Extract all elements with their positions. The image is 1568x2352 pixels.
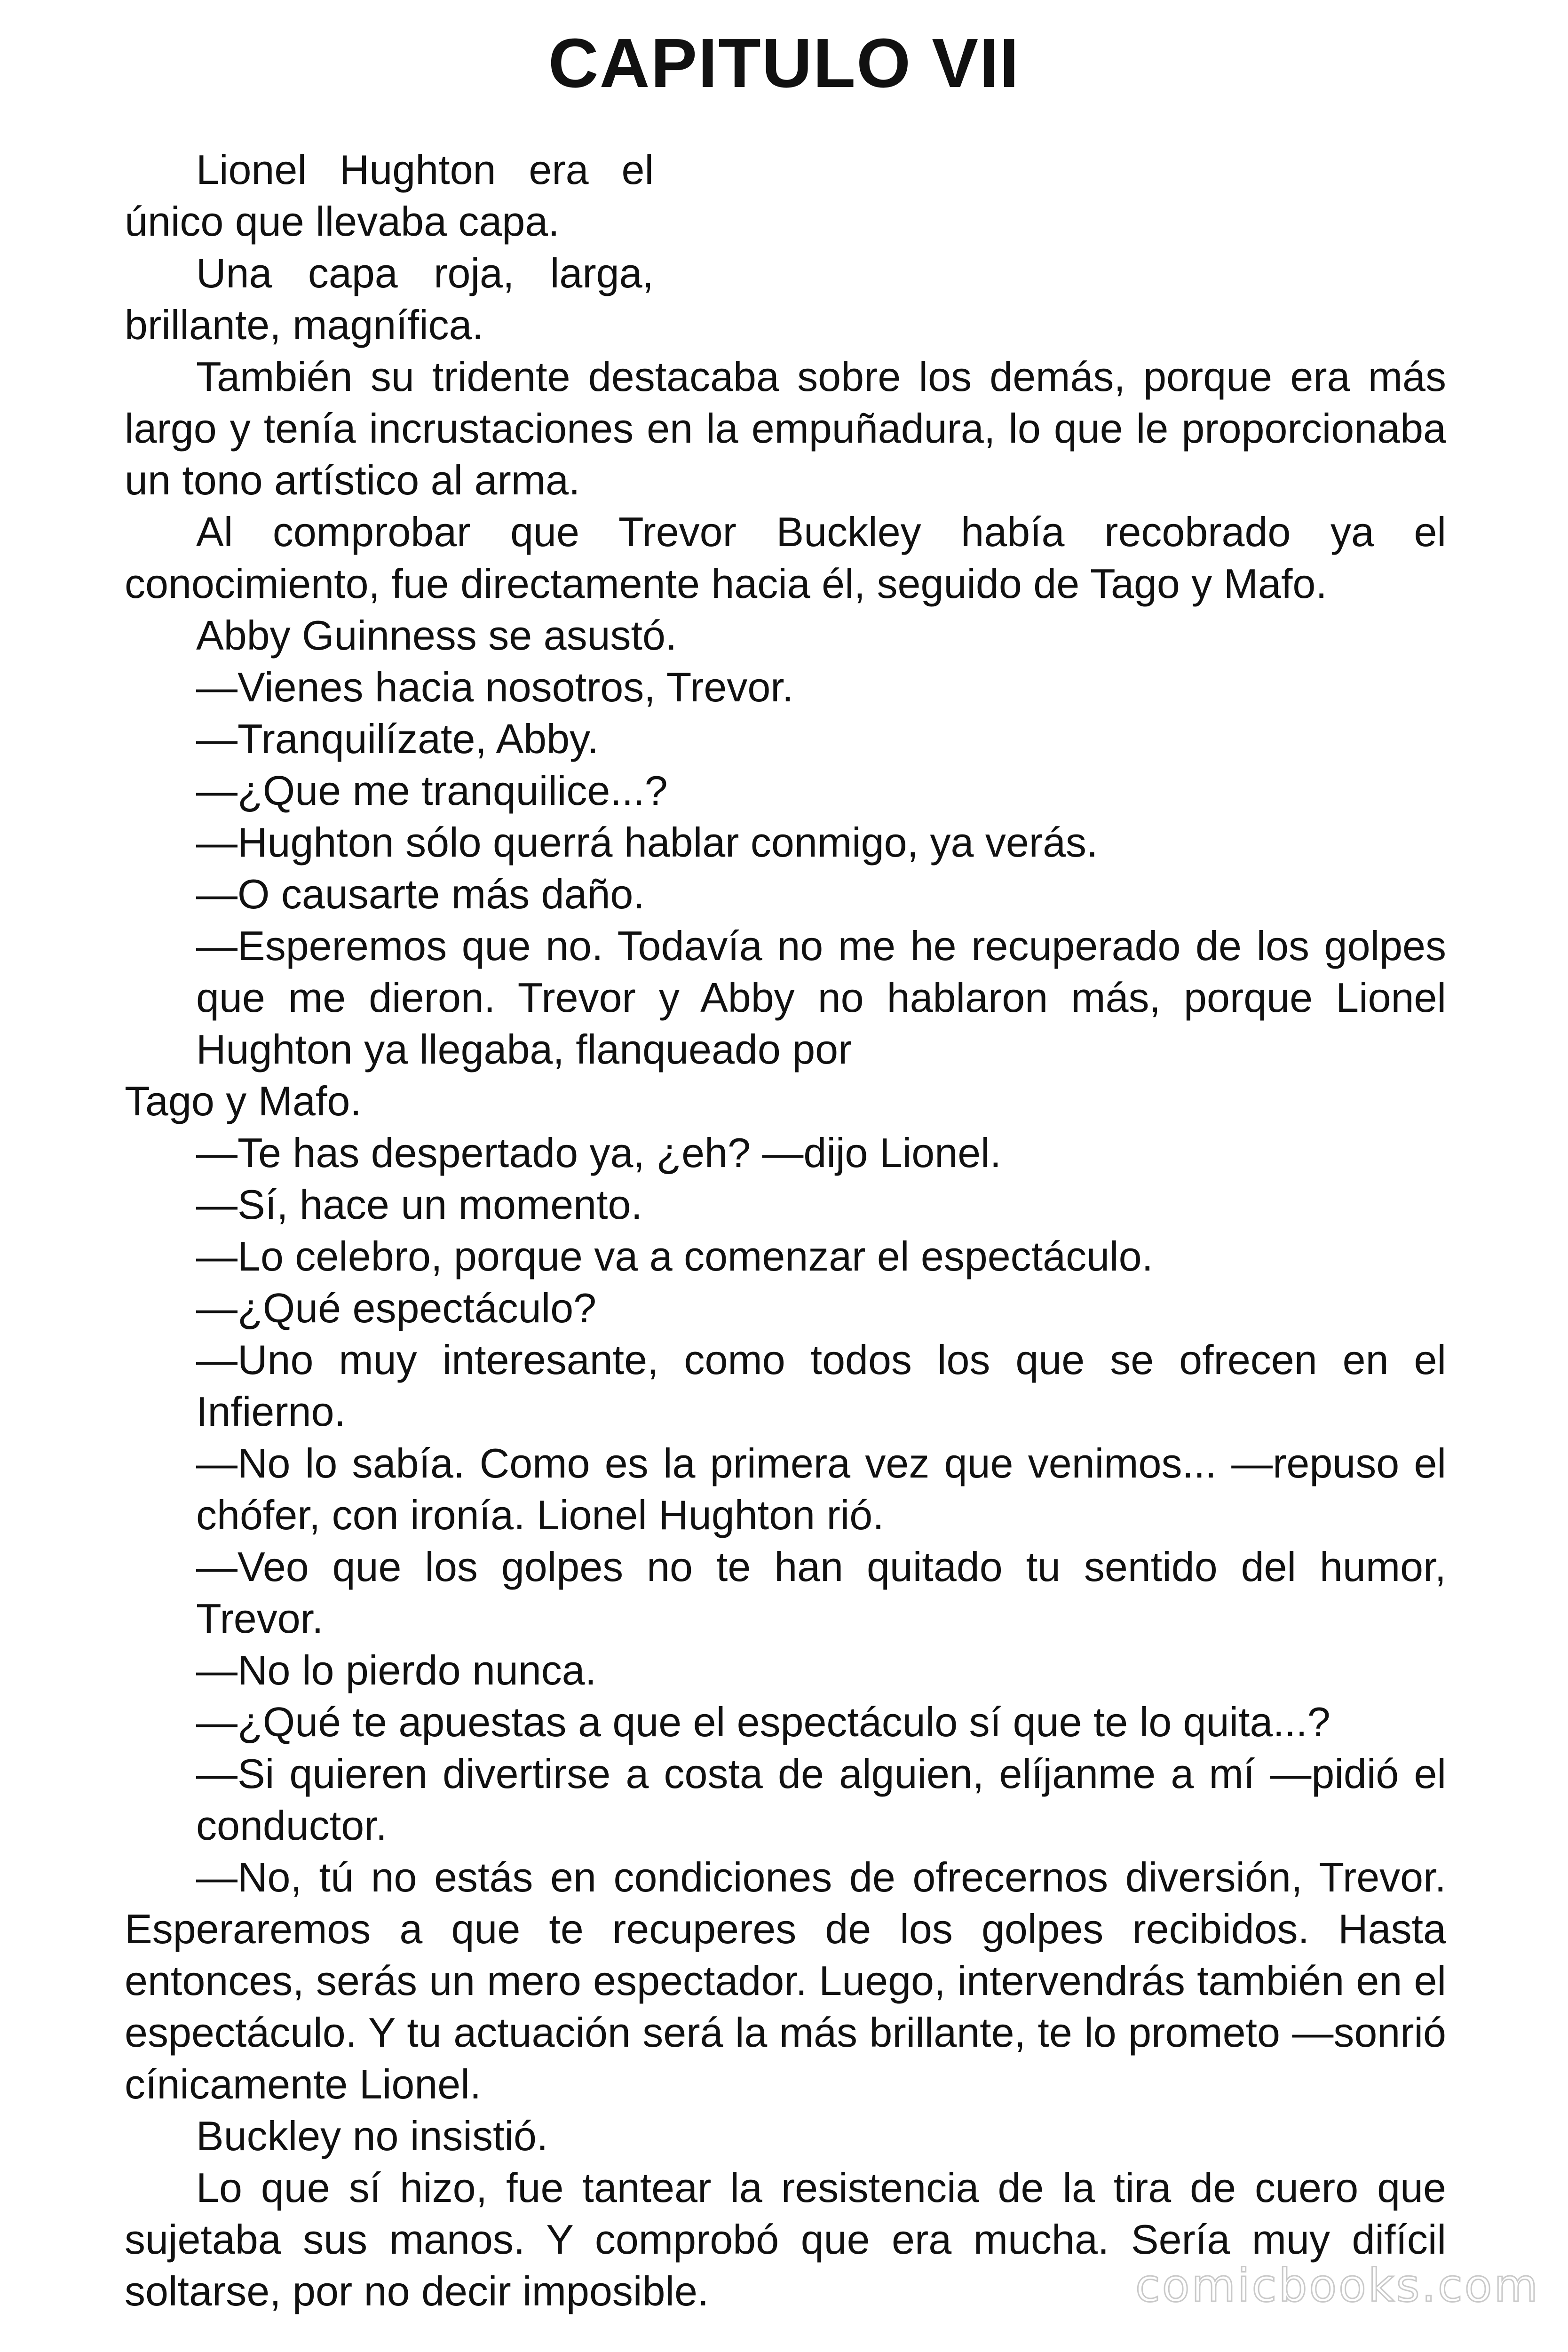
dialogue-line: —Si quieren divertirse a costa de alguien, elíjanme a mí —pidió el conductor. — [196, 1750, 1446, 1849]
paragraph: Lo que sí hizo, fue tantear la resistencia de la tira de cuero que sujetaba sus manos. Y comprobó que era mucha. Sería muy difícil soltarse, por no decir imposible. — [125, 2164, 1446, 2314]
chapter-body — [125, 144, 1446, 2317]
dialogue-line: —O causarte más daño. — [196, 871, 645, 917]
dialogue-line: —Uno muy interesante, como todos los que se ofrecen en el Infierno. — [196, 1336, 1446, 1435]
dialogue-line: —Hughton sólo querrá hablar conmigo, ya verás. — [196, 819, 1098, 866]
dialogue-line: —Veo que los golpes no te han quitado tu sentido del humor, Trevor. — [196, 1543, 1446, 1642]
dialogue-line: —Sí, hace un momento. — [196, 1181, 642, 1228]
dialogue-line: —Vienes hacia nosotros, Trevor. — [196, 664, 794, 710]
dialogue-line: —Esperemos que no. Todavía no me he recuperado de los golpes que me dieron. Trevor y Abby no hablaron más, porque Lionel Hughton ya llegaba, flanqueado por — [196, 922, 1446, 1073]
paragraph: Buckley no insistió. — [196, 2113, 548, 2159]
dialogue-line: —¿Qué te apuestas a que el espectáculo sí que te lo quita...? — [196, 1699, 1330, 1745]
dialogue-line: —Te has despertado ya, ¿eh? —dijo Lionel. — [196, 1129, 1002, 1176]
dialogue-line: —Tranquilízate, Abby. — [196, 715, 599, 762]
dialogue-line: —No lo sabía. Como es la primera vez que venimos... —repuso el chófer, con ironía. Lionel Hughton rió. — [196, 1440, 1446, 1538]
paragraph: Una capa roja, larga, brillante, magnífica. — [125, 250, 654, 348]
paragraph: Abby Guinness se asustó. — [196, 612, 677, 659]
chapter-title: CAPITULO VII — [548, 24, 1020, 102]
dialogue-line: —¿Que me tranquilice...? — [196, 767, 668, 814]
dialogue-line: —Lo celebro, porque va a comenzar el espectáculo. — [196, 1233, 1153, 1279]
paragraph: Lionel Hughton era el único que llevaba capa. — [125, 146, 654, 245]
paragraph: Tago y Mafo. — [125, 1078, 362, 1124]
watermark: comicbooks.com — [1135, 2259, 1540, 2312]
dialogue-line: —¿Qué espectáculo? — [196, 1285, 597, 1331]
paragraph: Al comprobar que Trevor Buckley había recobrado ya el conocimiento, fue directamente hacia él, seguido de Tago y Mafo. — [125, 509, 1446, 607]
dialogue-line: —No lo pierdo nunca. — [196, 1647, 597, 1693]
paragraph: También su tridente destacaba sobre los demás, porque era más largo y tenía incrustaciones en la empuñadura, lo que le proporcionaba un tono artístico al arma. — [125, 353, 1446, 503]
dialogue-line: —No, tú no estás en condiciones de ofrecernos diversión, Trevor. Esperaremos a que te recuperes de los golpes recibidos. Hasta entonces, serás un mero espectador. Luego, intervendrás también en el espectáculo. Y tu actuación será la más brillante, te lo prometo —sonrió cínicamente Lionel. — [125, 1854, 1446, 2107]
